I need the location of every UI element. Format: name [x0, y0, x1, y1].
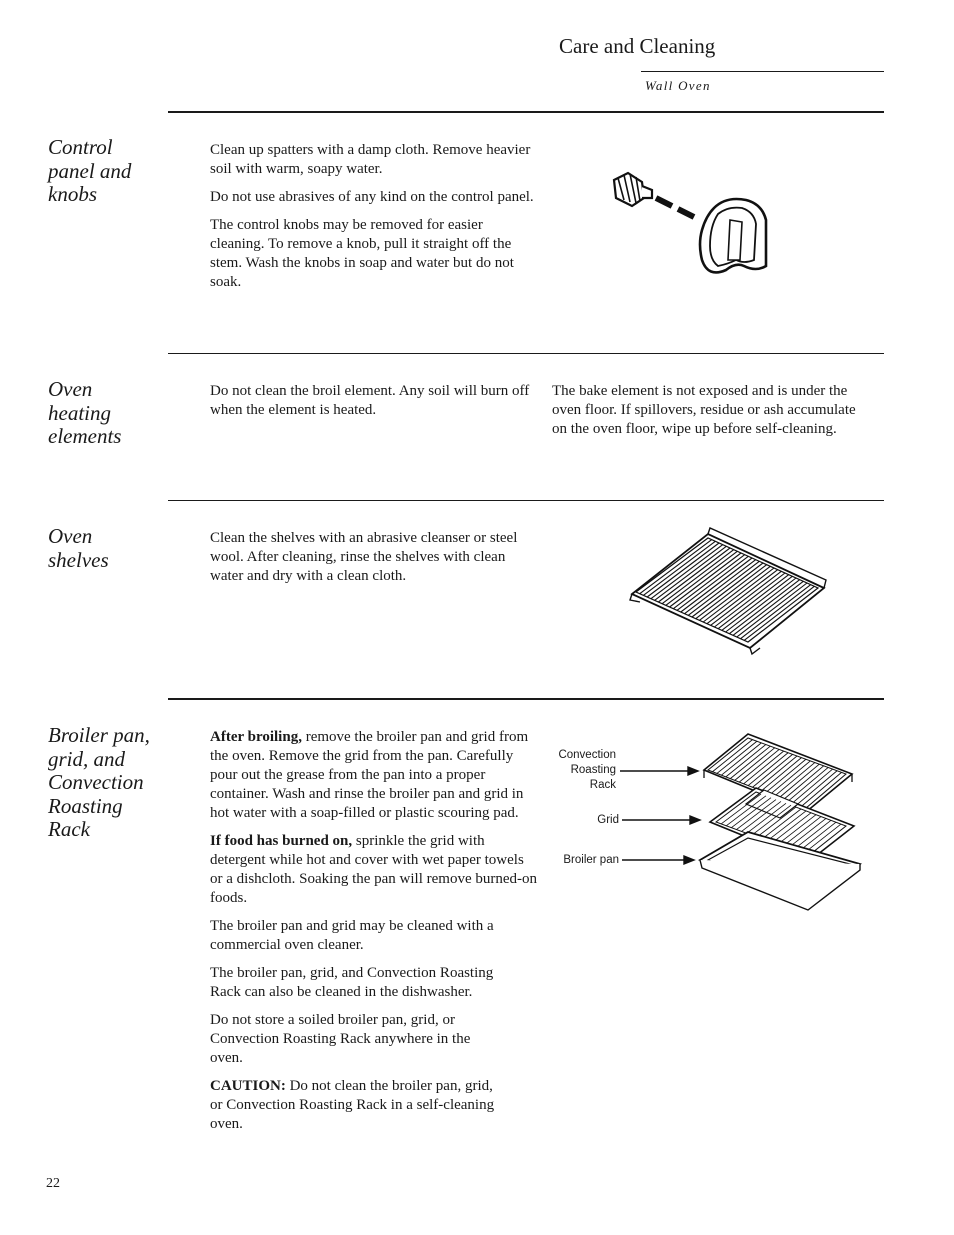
oven-shelves-paragraph: Clean the shelves with an abrasive cleanser or steel wool. After cleaning, rinse the shelves with clean water and dry with a clean cloth.: [210, 530, 518, 584]
shelf-bar: [688, 561, 759, 615]
shelf-bar: [685, 560, 756, 614]
control-panel-paragraph: The control knobs may be removed for easier cleaning. To remove a knob, pull it straight off the stem. Wash the knobs in soap and water but do not soak.: [210, 217, 514, 290]
shelf-bar: [643, 541, 715, 595]
control-panel-paragraph: Clean up spatters with a damp cloth. Remove heavier soil with warm, soapy water.: [210, 142, 531, 177]
section-divider: [168, 353, 884, 354]
heating-elements-paragraph: The bake element is not exposed and is under the oven floor. If spillovers, residue or ash accumulate on the oven floor, wipe up before self-cleaning.: [552, 383, 856, 437]
control-panel-text: [210, 141, 540, 301]
label-convection-rack: Convection Roasting Rack: [558, 749, 616, 791]
heating-elements-right-text: [552, 382, 874, 439]
shelf-bar: [729, 580, 799, 634]
broiler-paragraph-body: sprinkle the grid with detergent while hot and cover with wet paper towels or a dishcloth. Soaking the pan will remove burned-on foods.: [210, 833, 538, 906]
broiler-caution-label: CAUTION:: [210, 1078, 286, 1094]
header-short-rule: [641, 71, 884, 72]
shelf-bar: [741, 585, 811, 639]
oven-shelf-illustration: [628, 528, 828, 654]
control-knob-illustration: [606, 168, 776, 280]
shelf-bar: [726, 578, 796, 632]
control-panel-paragraph: Do not use abrasives of any kind on the control panel.: [210, 189, 534, 205]
shelf-bar: [647, 543, 719, 597]
heading-heating-elements: Oven heating elements: [48, 377, 122, 448]
header-rule: [168, 111, 884, 113]
broiler-paragraph: [210, 832, 540, 908]
section-divider: [168, 500, 884, 501]
shelf-bar: [670, 553, 741, 607]
shelf-bar: [718, 575, 789, 629]
label-grid: Grid: [597, 814, 619, 826]
shelf-bar: [692, 563, 763, 617]
broiler-paragraph: Do not store a soiled broiler pan, grid, or Convection Roasting Rack anywhere in the oven.: [210, 1012, 471, 1066]
shelf-bar: [733, 581, 803, 635]
broiler-text: [210, 728, 540, 1143]
broiler-paragraph: [210, 1077, 500, 1134]
shelf-bars: [640, 540, 815, 641]
shelf-bar: [658, 548, 730, 602]
broiler-paragraph-lead: After broiling,: [210, 729, 302, 745]
page-subtitle: Wall Oven: [645, 78, 711, 93]
shelf-bar: [711, 571, 782, 625]
label-broiler-pan: Broiler pan: [563, 854, 619, 866]
shelf-bar: [655, 546, 727, 600]
shelf-bar: [673, 555, 744, 609]
shelf-bar: [714, 573, 785, 627]
shelf-bar: [681, 558, 752, 612]
shelf-bar: [744, 586, 814, 640]
oven-shelves-text: [210, 529, 540, 595]
broiler-pan-grid-rack-illustration: [618, 728, 858, 908]
shelf-bar: [699, 566, 770, 620]
heading-broiler: Broiler pan, grid, and Convection Roasting Rack: [48, 723, 150, 841]
shelf-bar: [707, 570, 778, 624]
broiler-paragraph: The broiler pan, grid, and Convection Roasting Rack can also be cleaned in the dishwasher.: [210, 965, 494, 1000]
page-number: 22: [46, 1176, 60, 1191]
broiler-paragraph-lead: If food has burned on,: [210, 833, 353, 849]
page-title: Care and Cleaning: [559, 34, 716, 58]
broiler-paragraph-body: Do not clean the broiler pan, grid, or Convection Roasting Rack in a self-cleaning oven.: [210, 1078, 495, 1132]
shelf-bar: [640, 540, 712, 594]
broiler-paragraph: [210, 728, 540, 823]
heading-oven-shelves: Oven shelves: [48, 524, 109, 572]
broiler-paragraph: The broiler pan and grid may be cleaned with a commercial oven cleaner.: [210, 918, 494, 953]
heating-elements-paragraph: Do not clean the broil element. Any soil will burn off when the element is heated.: [210, 383, 530, 418]
shelf-bar: [696, 565, 767, 619]
broiler-paragraph-body: remove the broiler pan and grid from the oven. Remove the grid from the pan. Carefully pour out the grease from the pan into a proper container. Wash and rinse the broiler pan and grid in hot water with a soap-filled or plastic scouring pad.: [210, 729, 529, 821]
heating-elements-left-text: [210, 382, 540, 429]
shelf-bar: [662, 550, 734, 604]
shelf-bar: [703, 568, 774, 622]
heading-control-panel: Control panel and knobs: [48, 135, 132, 206]
section-divider: [168, 698, 884, 700]
shelf-bar: [677, 556, 748, 610]
